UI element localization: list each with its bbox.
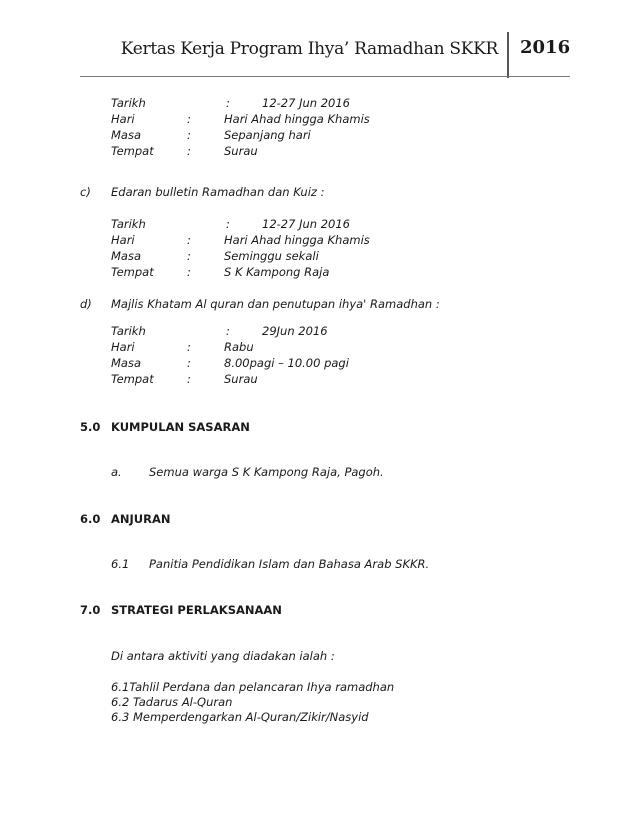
header-title: Kertas Kerja Program Ihya’ Ramadhan SKKR: [120, 39, 498, 59]
item-marker: 6.1: [111, 557, 130, 571]
colon: :: [187, 265, 191, 279]
hari-value: Rabu: [224, 340, 254, 354]
colon: :: [187, 356, 191, 370]
hari-value: Hari Ahad hingga Khamis: [224, 233, 370, 247]
item-text: Semua warga S K Kampong Raja, Pagoh.: [149, 465, 384, 479]
colon: :: [187, 233, 191, 247]
colon: :: [187, 112, 191, 126]
section-number: 7.0: [80, 603, 101, 617]
colon: :: [187, 340, 191, 354]
colon: :: [226, 324, 230, 338]
masa-label: Masa: [111, 128, 142, 142]
header-year: 2016: [520, 37, 571, 58]
masa-value: Sepanjang hari: [224, 128, 311, 142]
hari-label: Hari: [111, 233, 135, 247]
item-title: Majlis Khatam Al quran dan penutupan ihya' Ramadhan :: [111, 297, 440, 311]
colon: :: [226, 96, 230, 110]
section-number: 6.0: [80, 512, 101, 526]
section-title: KUMPULAN SASARAN: [111, 420, 250, 434]
list-item: 6.1Tahlil Perdana dan pelancaran Ihya ramadhan: [111, 680, 395, 694]
section-title: STRATEGI PERLAKSANAAN: [111, 603, 282, 617]
list-item: 6.2 Tadarus Al-Quran: [111, 695, 233, 709]
masa-label: Masa: [111, 356, 142, 370]
colon: :: [187, 128, 191, 142]
colon: :: [187, 249, 191, 263]
tempat-value: Surau: [224, 372, 258, 386]
tempat-label: Tempat: [111, 372, 154, 386]
item-marker: d): [80, 297, 92, 311]
hari-label: Hari: [111, 340, 135, 354]
header-divider: [507, 32, 509, 78]
tempat-label: Tempat: [111, 265, 154, 279]
tarikh-value: 12-27 Jun 2016: [262, 96, 350, 110]
masa-label: Masa: [111, 249, 142, 263]
item-title: Edaran bulletin Ramadhan dan Kuiz :: [111, 185, 325, 199]
colon: :: [187, 372, 191, 386]
tarikh-value: 12-27 Jun 2016: [262, 217, 350, 231]
masa-value: 8.00pagi – 10.00 pagi: [224, 356, 349, 370]
hari-label: Hari: [111, 112, 135, 126]
tarikh-label: Tarikh: [111, 217, 146, 231]
tempat-value: Surau: [224, 144, 258, 158]
colon: :: [226, 217, 230, 231]
item-marker: a.: [111, 465, 122, 479]
section-title: ANJURAN: [111, 512, 171, 526]
tempat-label: Tempat: [111, 144, 154, 158]
list-item: 6.3 Memperdengarkan Al-Quran/Zikir/Nasyid: [111, 710, 369, 724]
section-number: 5.0: [80, 420, 101, 434]
colon: :: [187, 144, 191, 158]
item-text: Panitia Pendidikan Islam dan Bahasa Arab SKKR.: [149, 557, 430, 571]
tarikh-label: Tarikh: [111, 96, 146, 110]
tempat-value: S K Kampong Raja: [224, 265, 330, 279]
tarikh-label: Tarikh: [111, 324, 146, 338]
intro-text: Di antara aktiviti yang diadakan ialah :: [111, 649, 335, 663]
hari-value: Hari Ahad hingga Khamis: [224, 112, 370, 126]
header-rule: [80, 76, 570, 77]
item-marker: c): [80, 185, 91, 199]
masa-value: Seminggu sekali: [224, 249, 319, 263]
tarikh-value: 29Jun 2016: [262, 324, 328, 338]
